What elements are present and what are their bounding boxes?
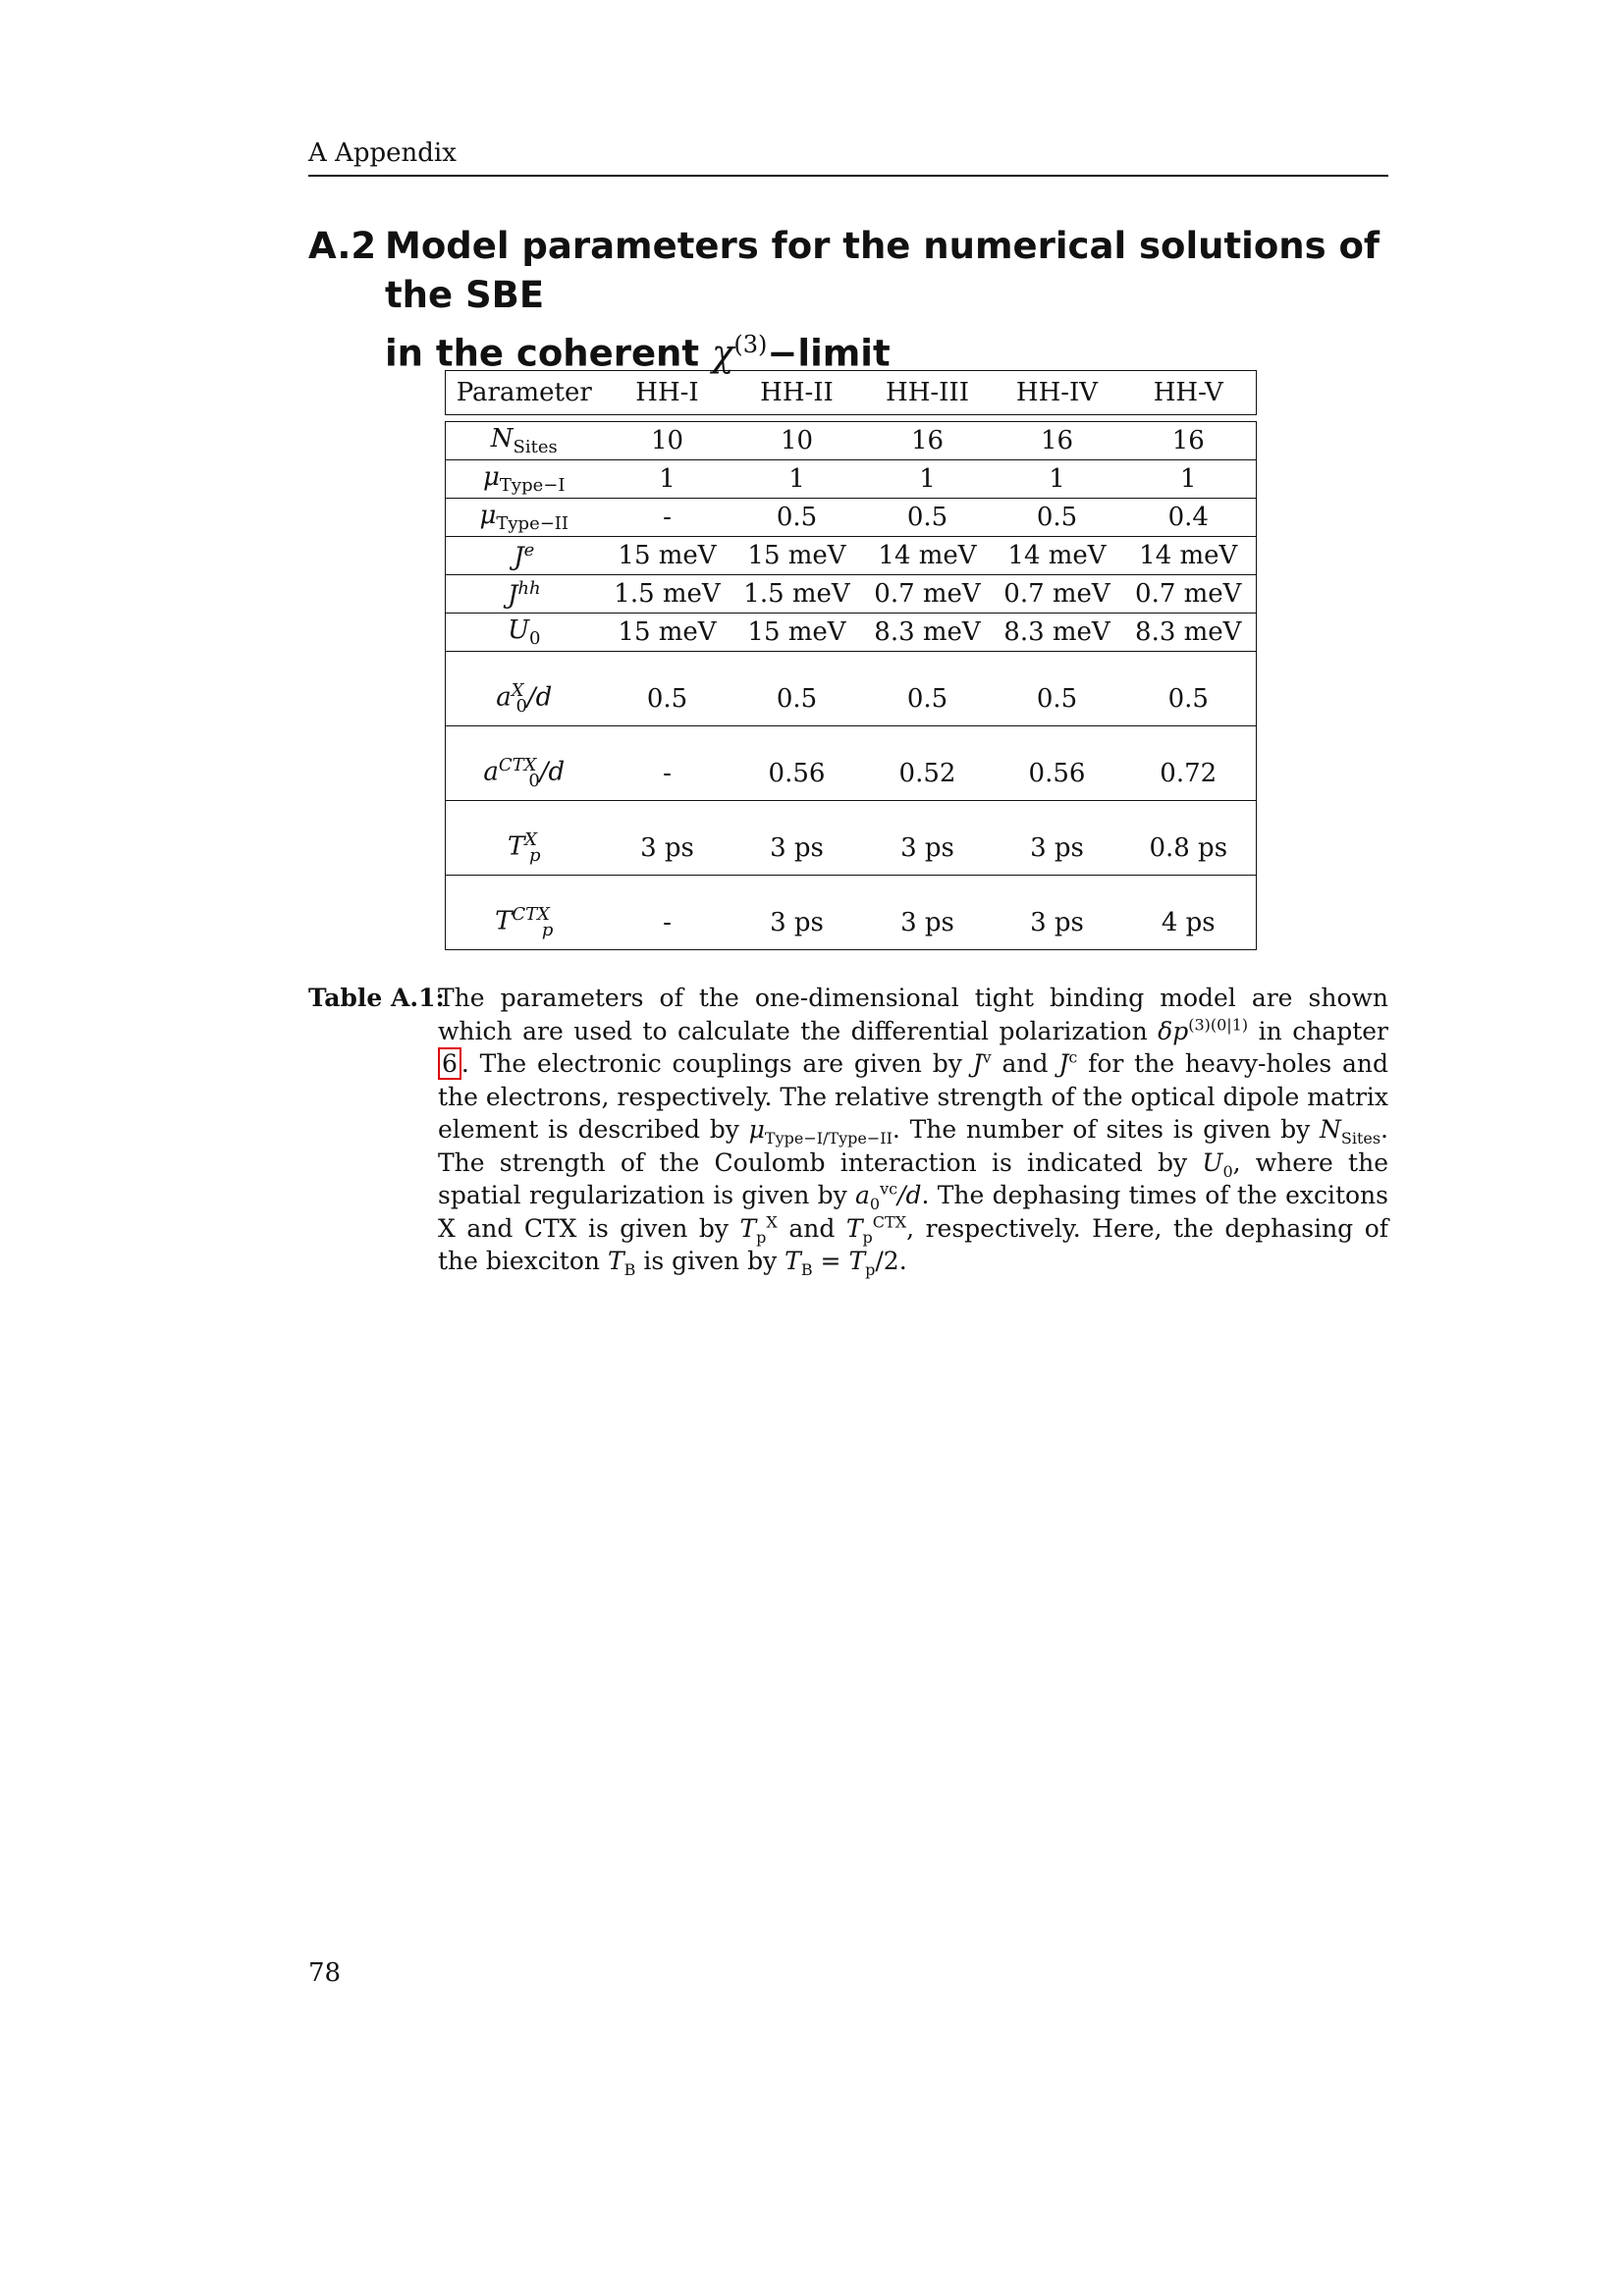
chapter-link[interactable]: 6 [438,1047,461,1080]
symbol-base: μ [479,500,497,530]
table-header-row [446,371,1257,415]
table-cell: - [603,726,732,801]
table-cell: 1 [603,460,732,499]
caption-math: T [845,1213,863,1243]
symbol-subscript: 0 [515,695,527,717]
table-cell: 0.5 [732,652,862,726]
table-cell: 14 meV [994,537,1121,575]
symbol-subscript: Type−I [499,475,566,497]
parameter-symbol [446,614,603,652]
caption-math-sub: Type−I/Type−II [764,1129,893,1148]
symbol-base: T [507,831,525,862]
caption-math: μ [748,1115,765,1144]
symbol-superscript: hh [517,577,541,599]
symbol-base: J [514,542,524,572]
caption-math: J [1058,1049,1069,1078]
caption-math-sup: c [1068,1047,1078,1067]
caption-math-sub: p [862,1227,873,1247]
table-cell: 0.7 meV [994,575,1121,614]
caption-text: and [777,1213,846,1243]
caption-math-sup: v [982,1047,992,1067]
table-row [446,575,1257,614]
caption-math-sub: 0 [1222,1161,1233,1181]
table-cell: 14 meV [1121,537,1257,575]
caption-math-sub: p [865,1260,876,1279]
table-cell: 14 meV [862,537,994,575]
page-number: 78 [308,1958,342,1988]
symbol-subscript: p [529,844,541,866]
table-cell: 3 ps [603,801,732,876]
table-cell: - [603,499,732,537]
table-cell: 0.7 meV [862,575,994,614]
caption-math: T [607,1247,624,1275]
caption-text: . The dephasing times of the excitons X and CTX is given by [438,1181,1388,1243]
table-cell: 16 [862,422,994,460]
table-cell: 0.56 [732,726,862,801]
caption-text: , where the spatial regularization is given by [438,1148,1388,1209]
caption-math: T [739,1213,757,1243]
caption-text: . The electronic couplings are given by [460,1049,973,1078]
header-rule [308,175,1388,177]
symbol-base: U [508,614,529,645]
table-cell: 8.3 meV [994,614,1121,652]
table-cell: 0.5 [732,499,862,537]
caption-math: δp [1158,1016,1189,1045]
caption-math-sub: B [623,1260,636,1279]
table-header-cell: HH-II [732,371,862,415]
symbol-subscript: 0 [528,770,540,791]
table-cell: 0.5 [603,652,732,726]
caption-math: U [1202,1148,1223,1177]
table-row [446,537,1257,575]
table-cell: 0.4 [1121,499,1257,537]
symbol-subscript: 0 [528,628,541,650]
table-cell: 0.5 [994,652,1121,726]
table-header-cell: Parameter [446,371,603,415]
symbol-superscript: X [524,829,538,851]
section-title-line2-prefix: in the coherent [385,332,700,375]
table-cell: 10 [603,422,732,460]
symbol-base: a [483,757,499,787]
parameter-symbol [446,422,603,460]
symbol-base: a [496,682,512,713]
table-cell: 1.5 meV [603,575,732,614]
table-cell: 3 ps [994,801,1121,876]
section-title-line1: Model parameters for the numerical solutions of the SBE [385,225,1380,316]
parameter-symbol [446,460,603,499]
caption-math-sup: (3)(0|1) [1188,1015,1249,1035]
table-cell: 0.5 [1121,652,1257,726]
table-cell: 3 ps [732,876,862,950]
table-row [446,499,1257,537]
caption-math-sub: Sites [1340,1129,1381,1148]
parameter-symbol [446,801,603,876]
caption-math: N [1319,1115,1341,1144]
table-cell: 15 meV [603,614,732,652]
table-row [446,460,1257,499]
section-title-line2-suffix: −limit [767,332,891,375]
symbol-subscript: p [541,919,554,940]
caption-text: The parameters of the one-dimensional tight binding model are shown which are used to calculate the differential polarization [438,984,1388,1045]
table-cell: 0.52 [862,726,994,801]
caption-math: /2 [875,1247,899,1275]
caption-text: . [898,1247,907,1275]
table-cell: 1.5 meV [732,575,862,614]
table-row [446,652,1257,726]
table-cell: - [603,876,732,950]
table-cell: 16 [1121,422,1257,460]
symbol-superscript: CTX [498,755,537,776]
table-cell: 0.7 meV [1121,575,1257,614]
table-header-cell: HH-V [1121,371,1257,415]
caption-text: in chapter [1248,1016,1388,1045]
running-head: A Appendix [308,138,457,168]
table-cell: 3 ps [862,876,994,950]
symbol-superscript: X [511,680,524,702]
table-header-cell: HH-I [603,371,732,415]
symbol-subscript: Type−II [496,513,569,535]
table-caption [308,982,1388,1278]
caption-text: . The strength of the Coulomb interaction is indicated by [438,1115,1388,1177]
parameter-symbol [446,537,603,575]
symbol-base: μ [483,461,500,492]
caption-label: Table A.1: [308,984,445,1012]
symbol-superscript: e [523,539,535,561]
table-cell: 15 meV [603,537,732,575]
table-cell: 1 [862,460,994,499]
caption-math-sup: CTX [872,1212,907,1232]
table-cell: 4 ps [1121,876,1257,950]
table-gap [446,415,1257,422]
caption-math: T [785,1247,801,1275]
parameter-symbol [446,575,603,614]
table-cell: 0.5 [862,652,994,726]
table-header-cell: HH-III [862,371,994,415]
symbol-base: N [490,423,514,454]
table-cell: 0.8 ps [1121,801,1257,876]
table-cell: 1 [1121,460,1257,499]
caption-math: = T [812,1247,866,1275]
table-cell: 8.3 meV [862,614,994,652]
caption-text: , respectively. Here, the dephasing of the biexciton [438,1213,1388,1275]
symbol-superscript: CTX [512,904,550,926]
parameter-symbol [446,876,603,950]
table-cell: 1 [732,460,862,499]
caption-math: a [855,1181,870,1209]
table-cell: 3 ps [732,801,862,876]
table-row [446,876,1257,950]
caption-text: for the heavy-holes and the electrons, respectively. The relative strength of the optical dipole matrix element is described by [438,1049,1388,1144]
table-cell: 10 [732,422,862,460]
caption-text: and [991,1049,1059,1078]
table-cell: 3 ps [862,801,994,876]
parameter-symbol [446,499,603,537]
section-title-text [385,222,1396,378]
table-cell: 1 [994,460,1121,499]
caption-math-sub: B [800,1260,813,1279]
caption-math-sup: vc [880,1179,898,1199]
table-cell: 0.72 [1121,726,1257,801]
caption-math-sup: X [766,1212,778,1232]
table-cell: 0.56 [994,726,1121,801]
chi-superscript: (3) [733,331,768,358]
parameter-symbol [446,652,603,726]
caption-text: . The number of sites is given by [892,1115,1320,1144]
chi-symbol: χ [711,332,734,375]
caption-math: J [972,1049,983,1078]
parameter-table [445,370,1257,950]
caption-text: is given by [635,1247,785,1275]
table-cell: 3 ps [994,876,1121,950]
caption-body [438,982,1388,1278]
symbol-suffix: /d [539,757,566,787]
table-row [446,726,1257,801]
table-cell: 16 [994,422,1121,460]
table-cell: 8.3 meV [1121,614,1257,652]
section-number: A.2 [308,225,377,267]
table-cell: 0.5 [994,499,1121,537]
table-cell: 0.5 [862,499,994,537]
table-header-cell: HH-IV [994,371,1121,415]
table-cell: 15 meV [732,537,862,575]
symbol-base: J [507,580,518,611]
caption-math-sub: 0 [869,1195,881,1213]
caption-math: /d [897,1181,922,1209]
table-row [446,422,1257,460]
table-row [446,614,1257,652]
table-row [446,801,1257,876]
caption-math-sub: p [756,1227,767,1247]
table-cell: 15 meV [732,614,862,652]
symbol-base: T [495,906,513,936]
symbol-subscript: Sites [513,437,558,458]
symbol-suffix: /d [526,682,553,713]
parameter-symbol [446,726,603,801]
